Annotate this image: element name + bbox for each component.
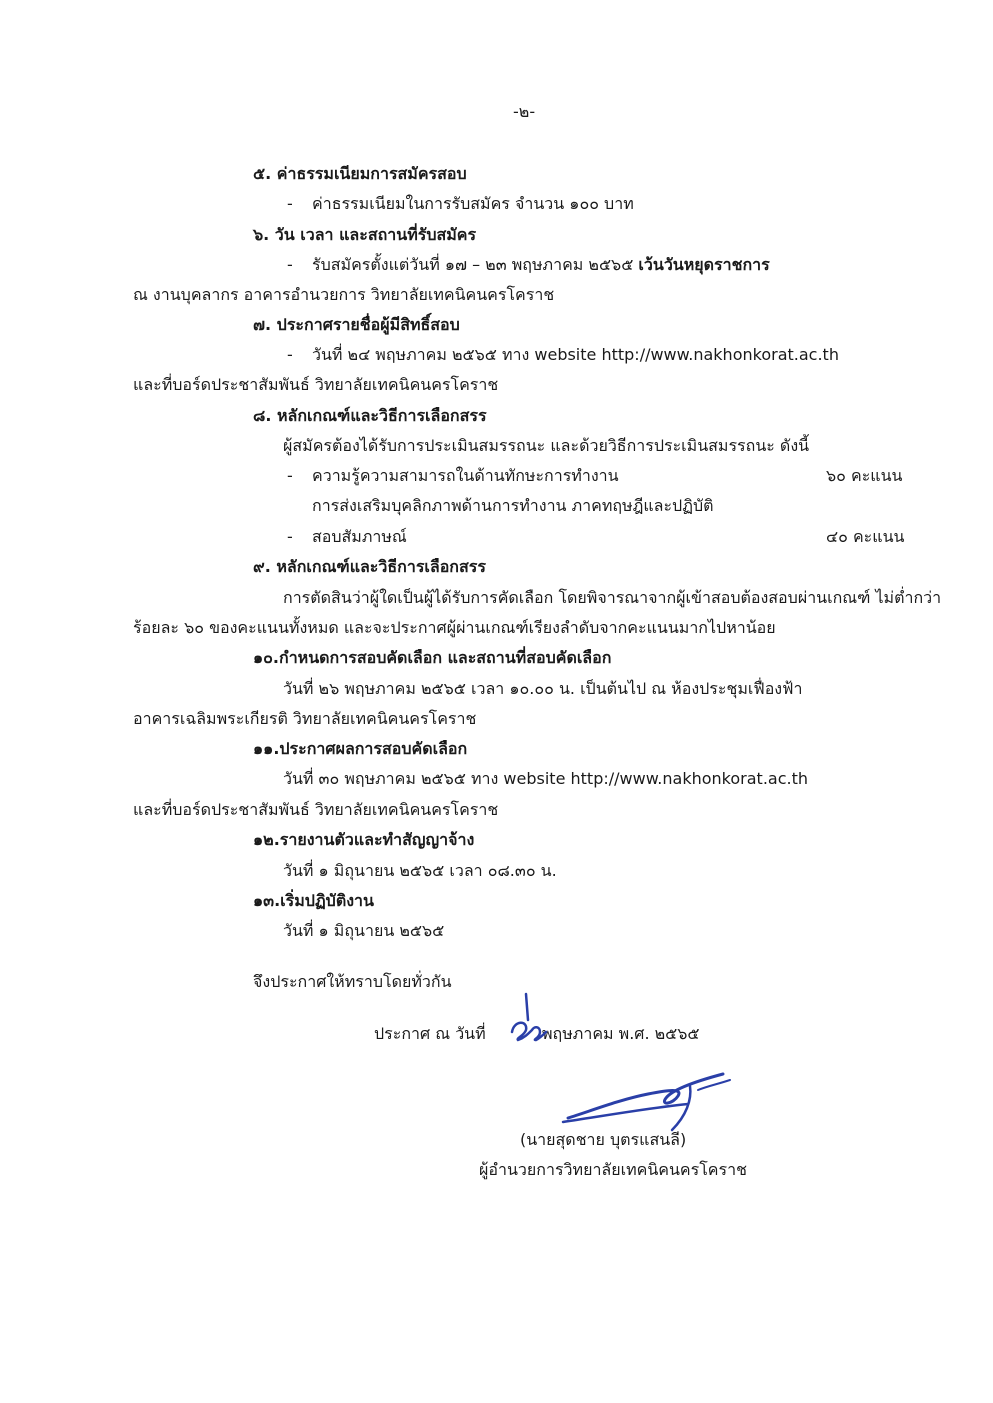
announce-date-prefix: ประกาศ ณ วันที่	[374, 1024, 486, 1043]
section-10-line-1: วันที่ ๒๖ พฤษภาคม ๒๕๖๕ เวลา ๑๐.๐๐ น. เป็นต้นไป ณ ห้องประชุมเฟื่องฟ้า	[283, 679, 803, 698]
section-11-line-1: วันที่ ๓๐ พฤษภาคม ๒๕๖๕ ทาง website http://www.nakhonkorat.ac.th	[283, 769, 808, 788]
section-6-continuation: ณ งานบุคลากร อาคารอำนวยการ วิทยาลัยเทคนิคนครโคราช	[133, 285, 555, 304]
section-9-line-1: การตัดสินว่าผู้ใดเป็นผู้ได้รับการคัดเลือก โดยพิจารณาจากผู้เข้าสอบต้องสอบผ่านเกณฑ์ ไม่ต่ำกว่า	[283, 588, 942, 607]
handwritten-day-number	[498, 990, 558, 1050]
section-8-item-1-continuation: การส่งเสริมบุคลิกภาพด้านการทำงาน ภาคทฤษฎีและปฏิบัติ	[312, 496, 714, 515]
section-8-item-2: สอบสัมภาษณ์	[312, 527, 407, 546]
closing-statement: จึงประกาศให้ทราบโดยทั่วกัน	[253, 972, 452, 991]
section-11-heading: ๑๑.ประกาศผลการสอบคัดเลือก	[253, 739, 468, 758]
section-8-heading: ๘. หลักเกณฑ์และวิธีการเลือกสรร	[253, 406, 487, 425]
bullet-dash: -	[287, 255, 293, 274]
section-13-heading: ๑๓.เริ่มปฏิบัติงาน	[253, 891, 374, 910]
section-7-item: วันที่ ๒๔ พฤษภาคม ๒๕๖๕ ทาง website http://www.nakhonkorat.ac.th	[312, 345, 839, 364]
bullet-dash: -	[287, 194, 293, 213]
page-number: -๒-	[513, 102, 536, 121]
section-5-heading: ๕. ค่าธรรมเนียมการสมัครสอบ	[253, 164, 467, 183]
bullet-dash: -	[287, 345, 293, 364]
section-5-item: ค่าธรรมเนียมในการรับสมัคร จำนวน ๑๐๐ บาท	[312, 194, 634, 213]
signer-position: ผู้อำนวยการวิทยาลัยเทคนิคนครโคราช	[479, 1160, 747, 1179]
section-9-heading: ๙. หลักเกณฑ์และวิธีการเลือกสรร	[253, 557, 486, 576]
bullet-dash: -	[287, 466, 293, 485]
signer-name: (นายสุดชาย บุตรแสนลี)	[520, 1130, 687, 1149]
signature-icon	[548, 1060, 748, 1140]
section-6-item	[312, 254, 770, 276]
section-12-line-1: วันที่ ๑ มิถุนายน ๒๕๖๕ เวลา ๐๘.๓๐ น.	[283, 861, 557, 880]
bullet-dash: -	[287, 527, 293, 546]
section-11-line-2: และที่บอร์ดประชาสัมพันธ์ วิทยาลัยเทคนิคนครโคราช	[133, 800, 499, 819]
section-13-line-1: วันที่ ๑ มิถุนายน ๒๕๖๕	[283, 921, 445, 940]
section-6-item-emphasis: เว้นวันหยุดราชการ	[638, 255, 770, 274]
section-10-heading: ๑๐.กำหนดการสอบคัดเลือก และสถานที่สอบคัดเลือก	[253, 648, 612, 667]
section-10-line-2: อาคารเฉลิมพระเกียรติ วิทยาลัยเทคนิคนครโคราช	[133, 709, 477, 728]
section-8-item-1: ความรู้ความสามารถในด้านทักษะการทำงาน	[312, 466, 619, 485]
announce-date-suffix: พฤษภาคม พ.ศ. ๒๕๖๕	[542, 1024, 700, 1043]
section-7-continuation: และที่บอร์ดประชาสัมพันธ์ วิทยาลัยเทคนิคนครโคราช	[133, 375, 499, 394]
section-6-heading: ๖. วัน เวลา และสถานที่รับสมัคร	[253, 225, 477, 244]
section-7-heading: ๗. ประกาศรายชื่อผู้มีสิทธิ์สอบ	[253, 315, 460, 334]
section-12-heading: ๑๒.รายงานตัวและทำสัญญาจ้าง	[253, 830, 475, 849]
section-6-item-text: รับสมัครตั้งแต่วันที่ ๑๗ – ๒๓ พฤษภาคม ๒๕๖๕	[312, 255, 634, 274]
section-8-item-2-score: ๔๐ คะแนน	[826, 527, 905, 546]
section-8-item-1-score: ๖๐ คะแนน	[826, 466, 903, 485]
section-9-line-2: ร้อยละ ๖๐ ของคะแนนทั้งหมด และจะประกาศผู้ผ่านเกณฑ์เรียงลำดับจากคะแนนมากไปหาน้อย	[133, 618, 776, 637]
section-8-intro: ผู้สมัครต้องได้รับการประเมินสมรรถนะ และด้วยวิธีการประเมินสมรรถนะ ดังนี้	[283, 436, 810, 455]
